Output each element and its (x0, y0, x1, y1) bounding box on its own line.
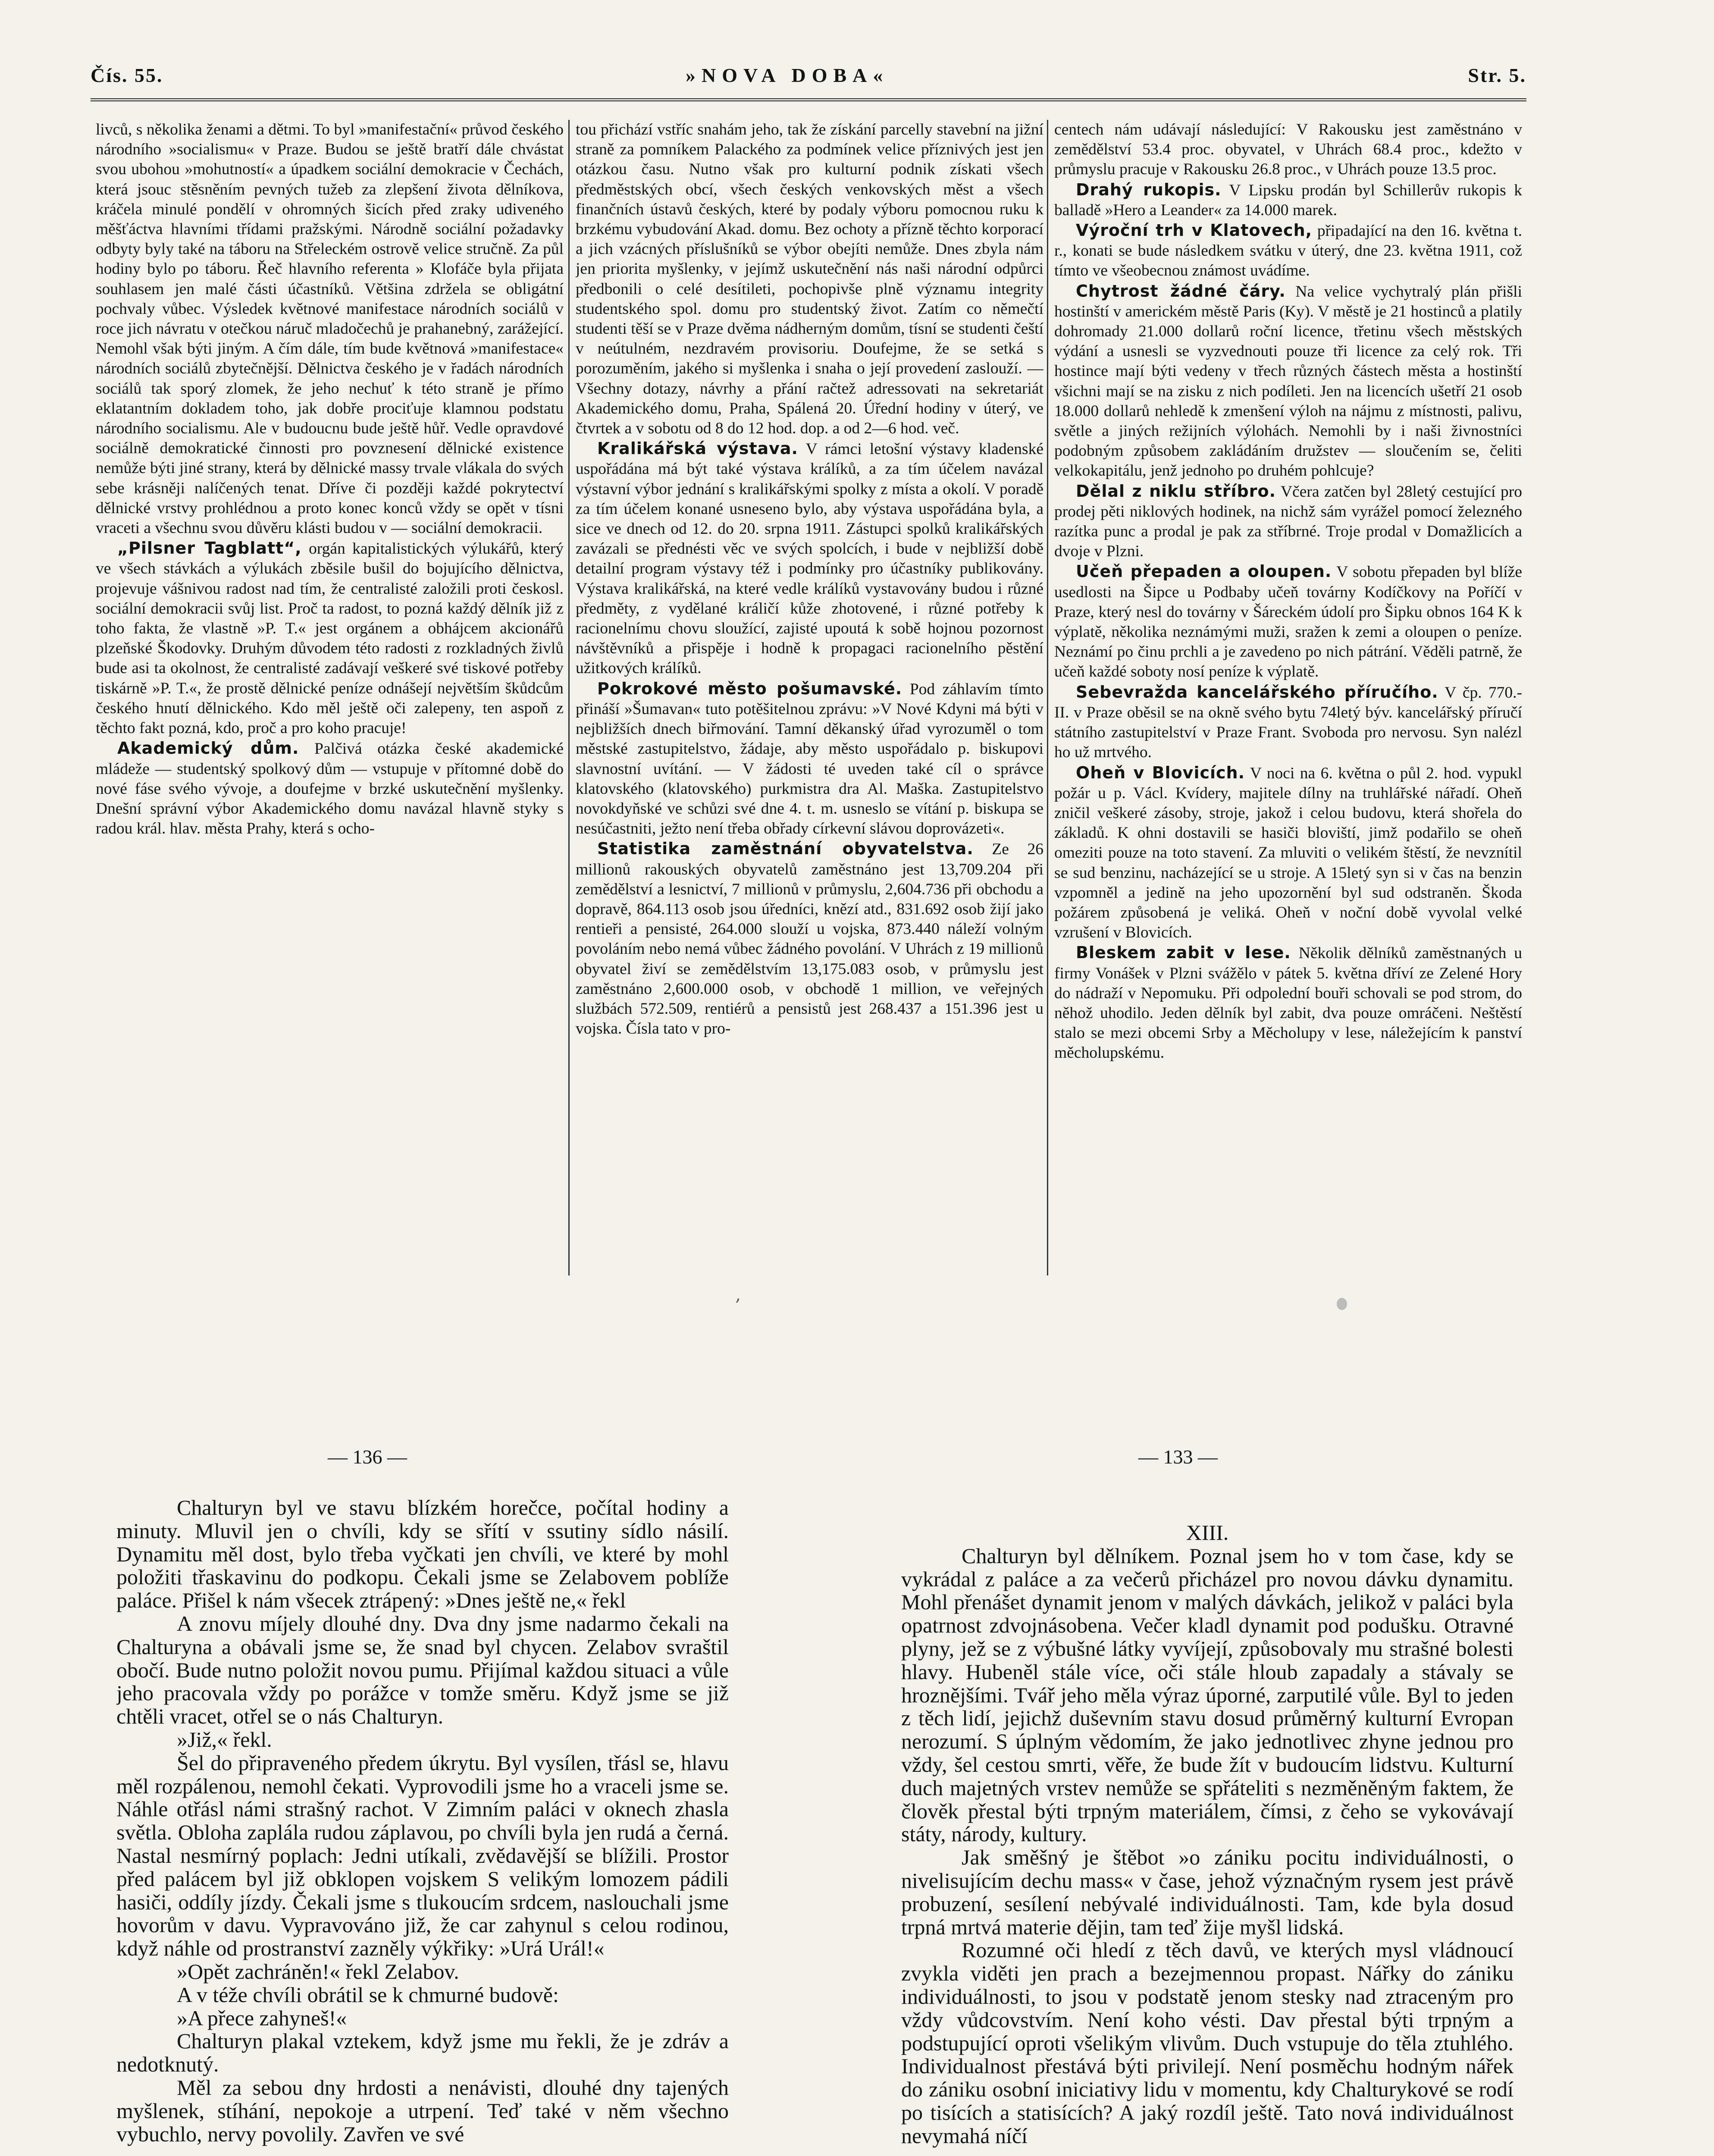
story-paragraph: »Již,« řekl. (177, 1727, 272, 1752)
article-paragraph: V sobotu přepaden byl blíže usedlosti na Šipce u Podbaby učeň továrny Kodíčkovy na Poříčí v Praze, který nesl do továrny v Šáreckém údolí pro Šipku obnos 164 K k výplatě, několika neznámými muži, sražen k zemi a oloupen o peníze. Neznámí po činu prchli a je zavedeno po nich pátrání. Věděli patrně, že učeň každé soboty nosí peníze k výplatě. (1054, 563, 1522, 681)
article-paragraph: připadající na den 16. května t. r., konati se bude následkem svátku v úterý, dne 23. května 1911, což tímto ve všeobecnou známost uvádíme. (1054, 222, 1522, 280)
story-paragraph: A znovu míjely dlouhé dny. Dva dny jsme nadarmo čekali na Chalturyna a obávali jsme se, že snad byl chycen. Zelabov svraštil obočí. Bude nutno položit novou pumu. Přijímal každou situaci a vůle jeho pracovala vždy po porážce v tomže směru. Když jsme se již chtěli vracet, otřel se o nás Chalturyn. (116, 1611, 729, 1729)
story-paragraph: »Opět zachráněn!« řekl Zelabov. (177, 1959, 459, 1984)
story-paragraph: A v téže chvíli obrátil se k chmurné budově: (177, 1982, 559, 2007)
article-paragraph: centech nám udávají následující: V Rakousku jest zaměstnáno v zemědělství 53.4 proc. obyvatel, v Uhrách 68.4 proc., kdežto v průmyslu pracuje v Rakousku 26.8 proc., v Uhrách pouze 13.5 proc. (1054, 121, 1522, 179)
chapter-heading: XIII. (1186, 1520, 1229, 1545)
article-paragraph: livců, s několika ženami a dětmi. To byl »manifestační« průvod českého národního »socialismu« v Praze. Budou se ještě bratří dále chvástat svou ubohou »mohutností« a úpadkem sociální demokracie v Čechách, která jsouc stěsněním pevných tužeb za zlepšení života dělníkova, kráčela minulé pondělí v ohromných šicích před zraky udiveného měšťáctva hlavními třídami pražskými. Národně sociální požadavky odbyty byly také na táboru na Střeleckém ostrově velice stručně. Za půl hodiny bylo po táboru. Řeč hlavního referenta » Klofáče byla přijata souhlasem jen malé části účastníků. Většina zdržela se obligátní pochvaly vůbec. Výsledek květnové manifestace národních sociálů v roce jich návratu v otečkou náruč mladočechů je prahanebný, zarážející. Nemohl však býti jiným. A čím dále, tím bude květnová »manifestace« národních sociálů zbytečnější. Dělnictva českého je v řadách národních sociálů tak sporý zlomek, že jeho nechuť k této straně je přímo eklatantním dokladem toho, jak dobře prociťuje klamnou podstatu národního socialismu. Ale v budoucnu bude ještě hůř. Vedle opravdové sociálně demokratické činnosti pro povznesení dělnické existence nemůže býti jiné strany, která by dělnické massy trvale vlákala do svých sebe krásněji nalíčených tenat. Dříve či později každé pokrytectví dělnické vrstvy prohlédnou a proto konec konců vždy se opět v tísni vraceti a všechnu svou důvěru klásti budou v — sociální demokracii. (96, 121, 564, 537)
column-divider (568, 120, 570, 1275)
article-paragraph: Včera zatčen byl 28letý cestující pro prodej pěti niklových hodinek, na nichž sám vyrážel pomocí železného razítka punc a prodal je pak za stříbrné. Troje prodal v Domažlicích a dvoje v Plzni. (1054, 483, 1522, 561)
article-heading: Akademický dům. (117, 739, 299, 758)
article-heading: Sebevražda kancelářského příručího. (1076, 682, 1438, 702)
article-heading: Výroční trh v Klatovech, (1076, 221, 1313, 240)
story-paragraph: Chalturyn byl ve stavu blízkém horečce, počítal hodiny a minuty. Mluvil jen o chvíli, kdy se sřítí v ssutiny sídlo násilí. Dynamitu měl dost, bylo třeba vyčkati jen chvíli, ve které by mohl položiti třaskavinu do podkopu. Čekali jsme se Zelabovem poblíže paláce. Přišel k nám všecek ztrápený: »Dnes ještě ne,« řekl (116, 1496, 729, 1613)
article-paragraph: V noci na 6. května o půl 2. hod. vypukl požár u p. Václ. Kvídery, majitele dílny na truhlářské nářadí. Oheň zničil veškeré zásoby, stroje, jakož i celou budovu, která shořela do základů. K ohni dostavili se hasiči bloviští, jimž podařilo se oheň omeziti pouze na toto stavení. Za mluviti o velikém štěstí, že nevznítil se sud benzinu, nacházející se u stroje. A 15letý syn si v čas na benzin vzpomněl a jedině na jeho upozornění byl sud odstraněn. Škoda požárem způsobená je veliká. Oheň v noční době vyvolal velké vzrušení v Blovicích. (1054, 764, 1522, 942)
print-mark: ‚ (735, 1285, 741, 1305)
feuilleton-page-number-left: — 136 — (328, 1446, 407, 1468)
article-paragraph: Pod záhlavím tímto přináší »Šumavan« tuto potěšitelnou zprávu: »V Nové Kdyni má býti v nejbližších dnech biřmování. Tamní děkanský úřad vyrozuměl o tom městské zastupitelstvo, žádaje, aby město uspořádalo p. biskupovi slavnostní uvítání. — V žádosti té uveden také cíl o správce klatovského (klatovského) purkmistra dra Al. Maška. Zastupitelstvo novokdyňské ve schůzi své dne 4. t. m. usneslo se vítání p. biskupa se nesúčastniti, ježto není třeba obřady církevní slávou doprovázeti«. (576, 680, 1043, 838)
article-heading: Bleskem zabit v lese. (1076, 943, 1291, 962)
news-column-3 (1054, 120, 1522, 1275)
article-paragraph: V čp. 770.-II. v Praze oběsil se na okně svého bytu 74letý býv. kancelářský příručí státního zastupitelství v Praze Frant. Svoboda pro nervosu. Syn nalézl ho už mrtvého. (1054, 683, 1522, 761)
article-heading: „Pilsner Tagblatt“, (117, 539, 302, 558)
header-rule (91, 98, 1526, 101)
article-heading: Kralikářská výstava. (597, 439, 798, 458)
article-paragraph: Několik dělníků zaměstnaných u firmy Vonášek v Plzni svážělo v pátek 5. května dříví ze Zelené Hory do nádraží v Nepomuku. Při odpolední bouři schovali se pod strom, do něhož uhodilo. Jeden dělník byl zabit, dva pouze omráčeni. Neštěstí stalo se mezi obcemi Srby a Měcholupy v lese, náležejícím k panství měcholupskému. (1054, 944, 1522, 1062)
ink-smudge (1337, 1298, 1347, 1310)
article-paragraph: tou přichází vstříc snahám jeho, tak že získání parcelly stavební na jižní straně za pomníkem Palackého za podmínek velice příznivých jest jen otázkou času. Nutno však pro kulturní podnik získati všech předměstských obcí, všech českých venkovských měst a všech finančních ústavů českých, které by podaly výboru pomocnou ruku k brzkému vybudování Akad. domu. Bez ochoty a přízně těchto korporací a jich vzácných příslušníků se výbor obejíti nemůže. Dnes zbyla nám jen priorita myšlenky, v jejímž uskutečnění nás naši národní odpůrci předbonili o celé desítileti, pochopivše plně významu integrity studentského spol. domu pro studentský život. Zatím co němečtí studenti těší se v Praze dvěma nádherným domům, tísní se studenti čeští v neútulném, nezdravém provisoriu. Doufejme, že se setká s porozuměním, jakého si myšlenka i snaha o její provedení zaslouží. — Všechny dotazy, návrhy a přání račtež adressovati na sekretariát Akademického domu, Praha, Spálená 20. Úřední hodiny v úterý, ve čtvrtek a v sobotu od 8 do 12 hod. dop. a od 2—6 hod. več. (576, 121, 1043, 438)
story-paragraph: »A přece zahyneš!« (177, 2006, 347, 2030)
article-paragraph: Palčivá otázka české akademické mládeže — studentský spolkový dům — vstupuje v přítomné době do nové fáse svého vývoje, a doufejme v brzké uskutečnění myšlenky. Dnešní správní výbor Akademického domu navázal hlavně styky s radou král. hlav. města Prahy, která s ocho- (96, 740, 564, 838)
column-divider (1047, 120, 1048, 1275)
story-paragraph: Jak směšný je štěbot »o zániku pocitu individuálnosti, o nivelisujícím dechu mass« v čase, jehož význačným rysem jest právě probuzení, sesílení nebývalé individuálnosti. Tam, kde byla dosud trpná mrtvá materie dějin, tam teď žije myšl lidská. (901, 1845, 1513, 1939)
page-number-top: Str. 5. (1468, 64, 1526, 86)
article-heading: Pokrokové město pošumavské. (597, 679, 902, 698)
masthead-title: »NOVA DOBA« (686, 64, 889, 86)
story-paragraph: Rozumné oči hledí z těch davů, ve kterých mysl vládnoucí zvykla viděti jen prach a bezejmennou propast. Nářky do zániku individuálnosti, to jsou v podstatě jenom stesky nad ztraceným pro vždy vůdcovstvím. Není koho vésti. Dav přestal býti trpným a podstupující oproti všelikým vlivům. Duch vstupuje do těla ztuhlého. Individualnost přestává býti privilejí. Není posměchu hodným nářek do zániku osobní iniciativy lidu v momentu, kdy Chalturykové se rodí po tisících a statisících? A jaký rozdíl ještě. Tato nová individuálnost nevymahá níčí (901, 1938, 1513, 2148)
article-heading: Oheň v Blovicích. (1076, 763, 1245, 782)
article-heading: Dělal z niklu stříbro. (1076, 481, 1276, 501)
issue-number: Čís. 55. (91, 64, 163, 86)
article-heading: Statistika zaměstnání obyvatelstva. (597, 839, 974, 859)
story-paragraph: Chalturyn plakal vztekem, když jsme mu řekli, že je zdráv a nedotknutý. (116, 2029, 729, 2077)
story-paragraph: Šel do připraveného předem úkrytu. Byl vysílen, třásl se, hlavu měl rozpálenou, nemohl čekati. Vyprovodili jsme ho a vraceli jsme se. Náhle otřásl námi strašný rachot. V Zimním paláci v oknech zhasla světla. Obloha zaplála rudou záplavou, po chvíli byla jen rudá a černá. Nastal nesmírný poplach: Jedni utíkali, zvědavější se blížili. Prostor před palácem byl již obklopen vojskem S velikým lomozem pádili hasiči, oddíly jízdy. Čekali jsme s tlukoucím srdcem, naslouchali jsme hovorům v davu. Vypravováno již, že car zahynul s celou rodinou, když náhle od prostranství zazněly výkřiky: »Urá Urál!« (116, 1750, 729, 1961)
article-heading: Učeň přepaden a oloupen. (1076, 562, 1332, 581)
article-paragraph: V Lipsku prodán byl Schillerův rukopis k balladě »Hero a Leander« za 14.000 marek. (1054, 181, 1522, 219)
article-paragraph: V rámci letošní výstavy kladenské uspořádána má být také výstava králíků, a za tím účelem navázal výstavní výbor jednání s kralikářskými spolky z místa a okolí. V poradě za tím účelem konané usneseno bylo, aby výstava uspořádána byla, a sice ve dnech od 12. do 20. srpna 1911. Zástupci spolků kralikářských zavázali se přednésti věc ve svých spolcích, i bude v nejbližší době detailní program výstavy též i podmínky pro účastníky publikovány. Výstava kralikářská, na které vedle králíků vystavovány budou i různé předměty, z vydělané králičí kůže zhotovené, i různé potřeby k racionelnímu chovu sloužící, zajisté upoutá k sobě hojnou pozornost návštěvníků a přispěje i hodně k propagaci racionelního pěstění užitkových králíků. (576, 440, 1043, 677)
article-paragraph: orgán kapitalistických výlukářů, který ve všech stávkách a výlukách zběsile bušil do bojujícího dělnictva, projevuje vášnivou radost nad tím, že centralisté založili proti českosl. sociální demokracii svůj list. Proč ta radost, to pozná každý dělník již z toho fakta, že vlastně »P. T.« jest orgánem a obhájcem akcionářů plzeňské Škodovky. Druhým důvodem této radosti z rozkladných živlů bude asi ta okolnost, že centralisté zadávají veškeré své tiskové potřeby tiskárně »P. T.«, že prostě dělnické peníze odnášejí největším škůdcům českého hnutí dělnického. Kdo měl ještě oči zalepeny, ten aspoň z těchto fakt pozná, kdo, proč a pro koho pracuje! (96, 540, 564, 737)
page-header (91, 64, 1526, 94)
article-heading: Chytrost žádné čáry. (1076, 281, 1286, 301)
story-paragraph: Chalturyn byl dělníkem. Poznal jsem ho v tom čase, kdy se vykrádal z paláce a za večerů přicházel pro novou dávku dynamitu. Mohl přenášet dynamit jenom v malých dávkách, jelikož v paláci byla opatrnost zdvojnásobena. Večer kladl dynamit pod podušku. Otravné plyny, jež se z výbušné látky vyvíjejí, způsobovaly mu strašné bolesti hlavy. Hubeněl stále více, oči stále hloub zapadaly a stávaly se hroznějšími. Tvář jeho měla výraz úporné, zarputilé vůle. Byl to jeden z těch lidí, jejichž duševním stavu dosud průměrný kulturní Evropan nerozumí. S úplným vědomím, že jako jednotlivec zhyne jednou pro vždy, šel cestou smrti, věře, že bude žít v budoucím lidstvu. Kulturní duch majetných vrstev nemůže se spřáteliti s nezměněným faktem, že člověk přestal býti trpným materiálem, čímsi, z čeho se vykovávají státy, národy, kultury. (901, 1543, 1513, 1846)
news-column-2 (576, 120, 1043, 1275)
feuilleton-column-left (116, 1496, 729, 2156)
article-paragraph: Ze 26 millionů rakouských obyvatelů zaměstnáno jest 13,709.204 při zemědělství a lesnictví, 7 millionů v průmyslu, 2,604.736 při obchodu a dopravě, 864.113 osob jsou úředníci, knězí atd., 831.692 osob žijí jako rentieři a pensisté, 264.000 slouží u vojska, 873.440 náleží volným povoláním nebo nemá vůbec žádného povolání. V Uhrách z 19 millionů obyvatel živí se zemědělstvím 13,175.083 osob, v průmyslu jest zaměstnáno 2,600.000 osob, v obchodě 1 million, ve veřejných službách 572.509, rentiérů a pensistů jest 268.437 a 151.396 jest u vojska. Čísla tato v pro- (576, 840, 1043, 1038)
article-heading: Drahý rukopis. (1076, 180, 1222, 199)
news-column-1 (96, 120, 564, 1275)
feuilleton-column-right (901, 1496, 1513, 2156)
feuilleton-page-number-right: — 133 — (1138, 1446, 1218, 1468)
story-paragraph: Měl za sebou dny hrdosti a nenávisti, dlouhé dny tajených myšlenek, stíhání, nepokoje a utrpení. Teď také v něm všechno vybuchlo, nervy povolily. Zavřen ve své (116, 2075, 729, 2146)
article-paragraph: Na velice vychytralý plán přišli hostinští v americkém městě Paris (Ky). V městě je 21 hostinců a platily dohromady 21.000 dollarů roční licence, třetinu všech městských výdání a usnesli se vyzvednouti pouze tři licence za celý rok. Tři hostince mají býti vedeny v třech různých částech města a hostinští všichni mají se na zisku z nich podíleti. Jen na licencích ušetří 21 osob 18.000 dollarů nehledě k zmenšení výloh na nájmu z místnosti, palivu, světle a jiných režijních výlohách. Nemohli by i naši živnostníci podobným způsobem zakládáním družstev — sloučením se, čeliti velkokapitálu, jenž jednoho po druhém pohlcuje? (1054, 282, 1522, 480)
